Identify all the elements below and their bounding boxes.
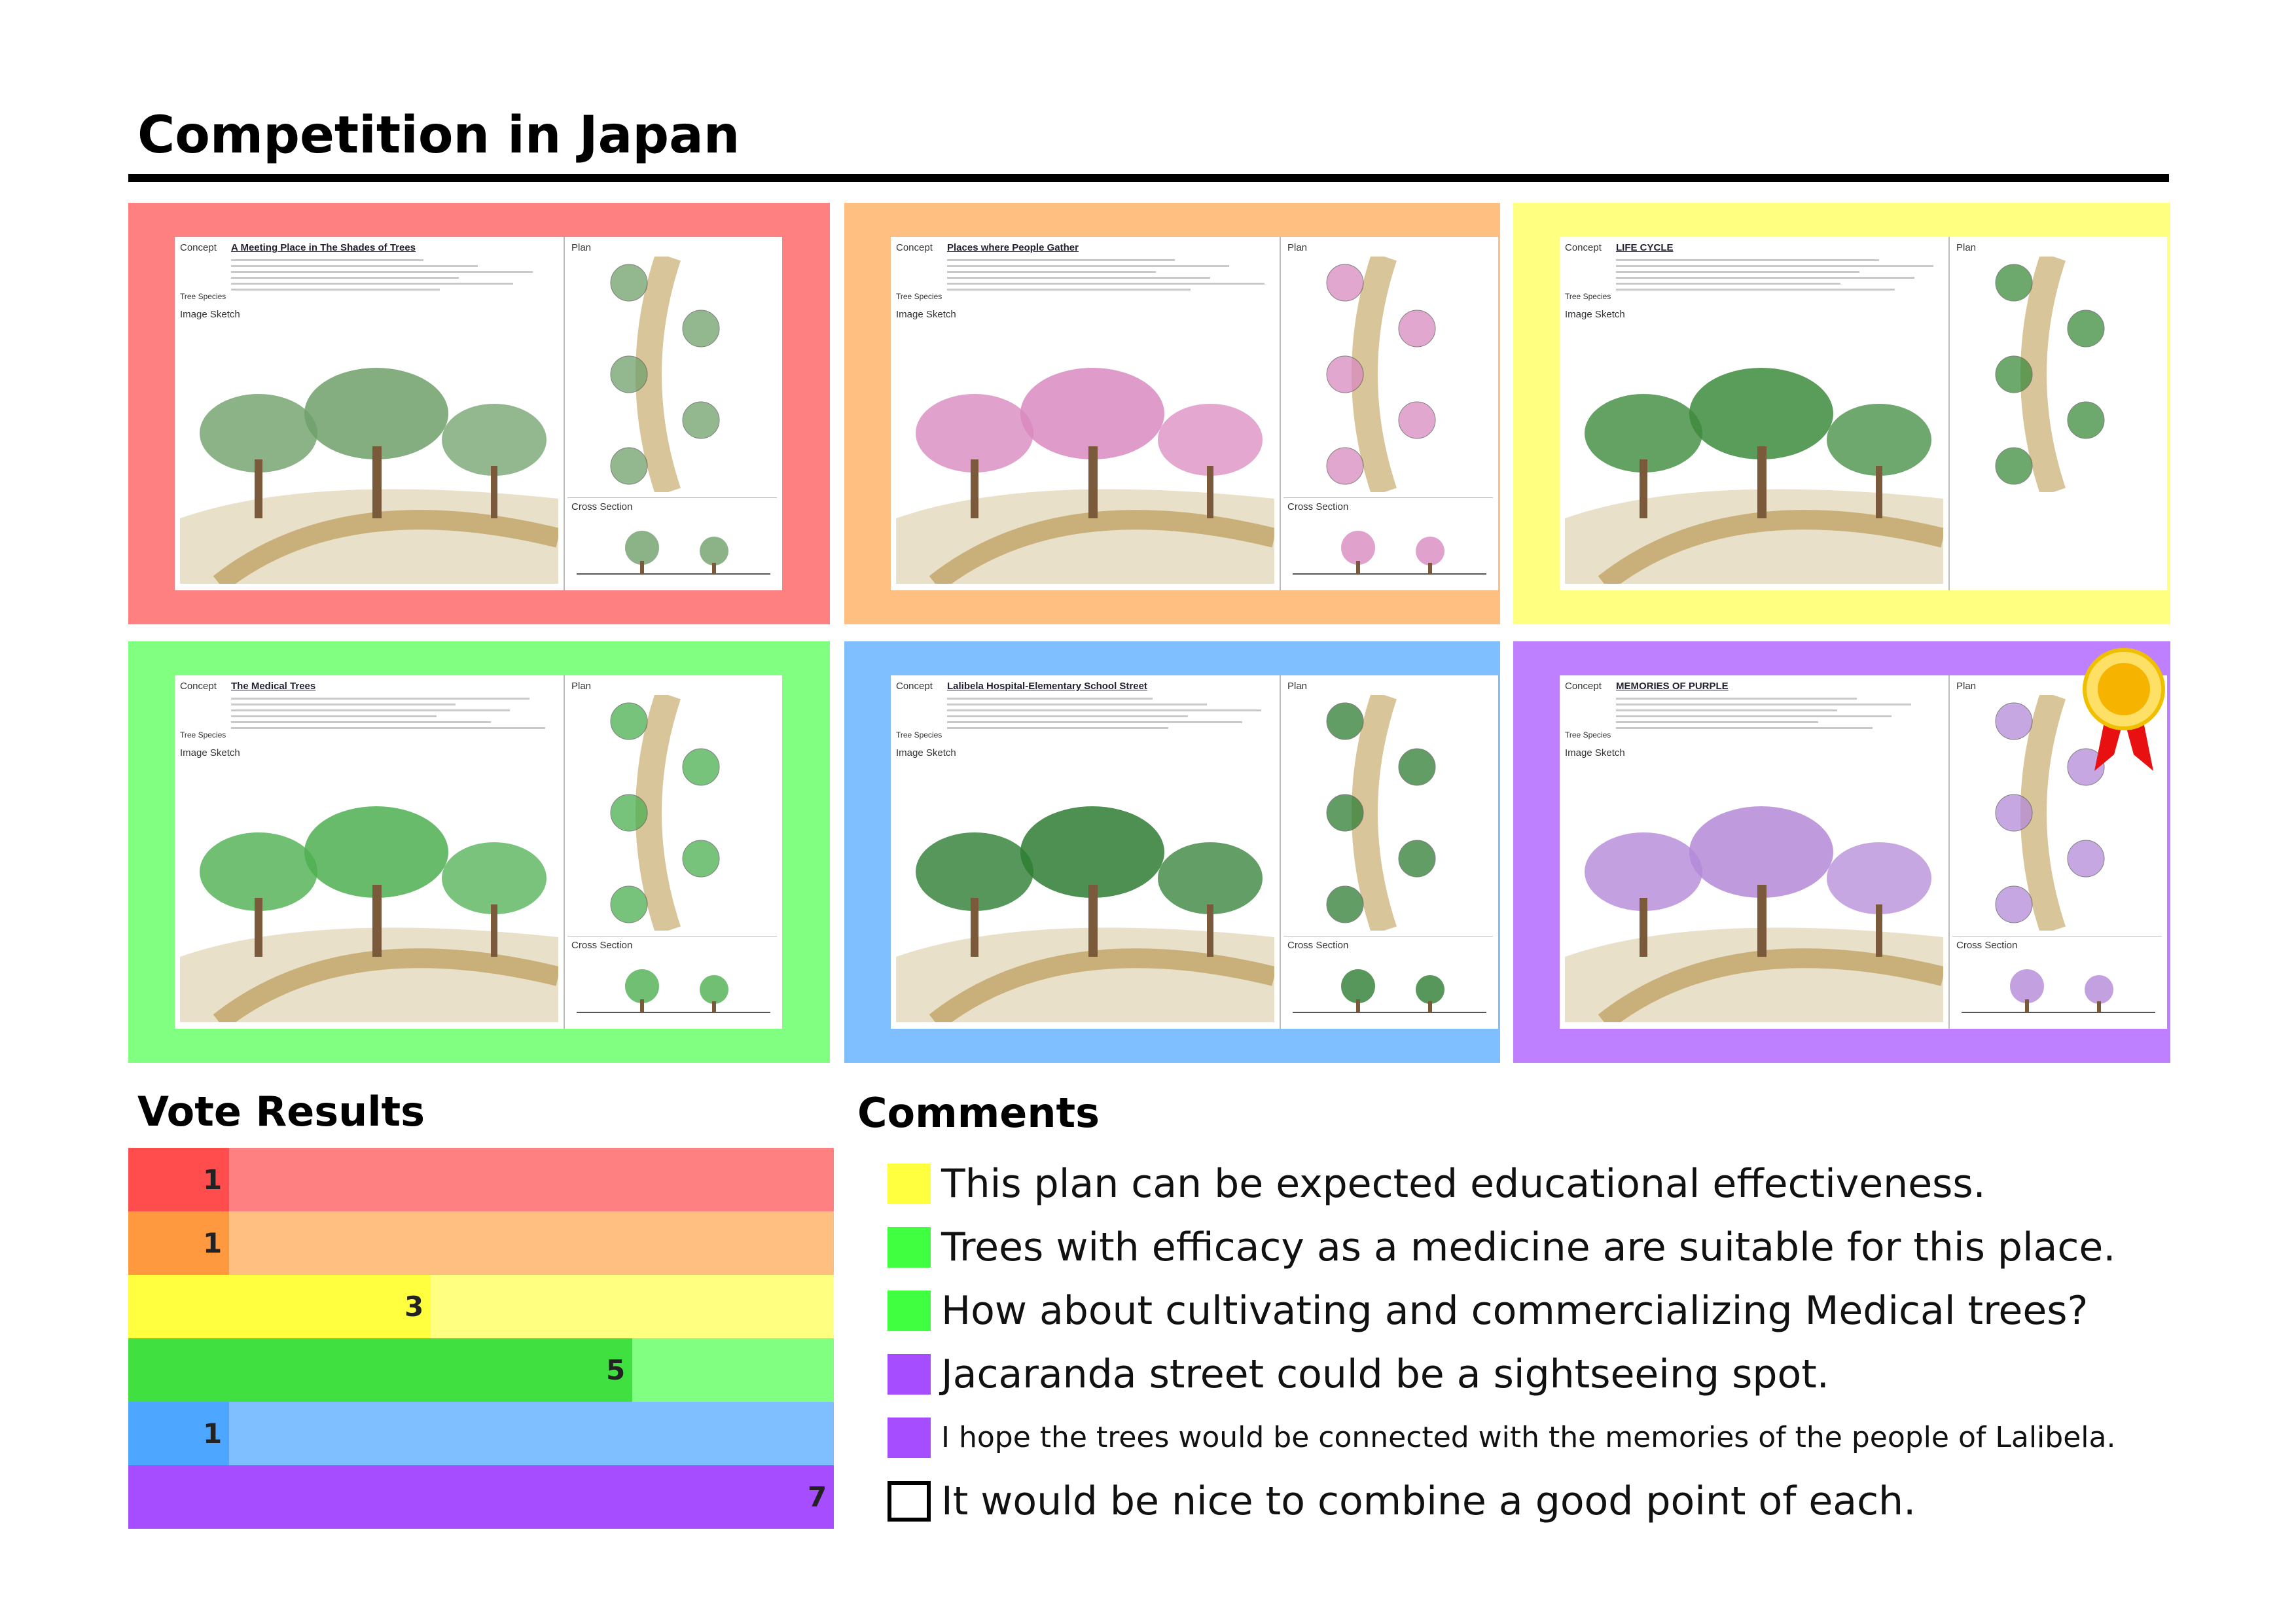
image-sketch-label: Image Sketch (180, 747, 240, 758)
comments-heading: Comments (857, 1089, 1100, 1137)
vote-bar (128, 1275, 431, 1338)
concept-description (231, 694, 552, 733)
sheet-hdivider (1283, 497, 1493, 498)
vote-bar-row (128, 1275, 834, 1338)
tree-species-label: Tree Species (180, 292, 226, 301)
image-sketch (180, 760, 558, 1022)
comment-text: Trees with efficacy as a medicine are suitable for this place. (941, 1224, 2116, 1270)
vote-bar (128, 1338, 632, 1402)
concept-label: Concept (1565, 681, 1602, 692)
comment-color-square (888, 1481, 931, 1522)
plan-label: Plan (1287, 242, 1308, 253)
vote-count-label: 3 (404, 1291, 424, 1323)
comment-color-square (888, 1164, 931, 1204)
comment-color-square (888, 1291, 931, 1331)
comment-text: This plan can be expected educational effectiveness. (941, 1160, 1986, 1207)
concept-title: LIFE CYCLE (1616, 242, 1674, 253)
cross-section-drawing (1286, 950, 1493, 1024)
comment-color-square (888, 1227, 931, 1268)
image-sketch (896, 760, 1274, 1022)
cross-section-label: Cross Section (571, 940, 633, 951)
design-sheet (175, 237, 782, 590)
design-sheet (175, 675, 782, 1029)
concept-description (947, 255, 1268, 294)
panel-life-cycle (1513, 203, 2170, 624)
comment-text: It would be nice to combine a good point of each. (941, 1478, 1916, 1524)
vote-results-heading: Vote Results (137, 1088, 425, 1135)
image-sketch (1565, 760, 1943, 1022)
tree-species-label: Tree Species (896, 730, 942, 740)
cross-section-drawing (570, 512, 777, 585)
concept-title: Places where People Gather (947, 242, 1079, 253)
plan-drawing (1286, 257, 1493, 492)
comment-text: How about cultivating and commercializing Medical trees? (941, 1287, 2089, 1334)
concept-description (1616, 255, 1937, 294)
cross-section-drawing (570, 950, 777, 1024)
sheet-divider (564, 675, 565, 1029)
cross-section-label: Cross Section (571, 501, 633, 512)
design-sheet (891, 237, 1498, 590)
plan-drawing (1955, 257, 2162, 492)
vote-bar-row (128, 1148, 834, 1211)
cross-section-drawing (1286, 512, 1493, 585)
image-sketch-label: Image Sketch (1565, 309, 1625, 320)
plan-drawing (1286, 695, 1493, 931)
design-sheet (1560, 237, 2167, 590)
concept-label: Concept (896, 242, 933, 253)
vote-count-label: 7 (808, 1481, 827, 1513)
comment-item (888, 1342, 2197, 1406)
concept-title: MEMORIES OF PURPLE (1616, 681, 1729, 692)
panel-school-street (844, 641, 1500, 1063)
image-sketch (1565, 322, 1943, 584)
vote-results-chart (128, 1148, 834, 1529)
tree-species-label: Tree Species (1565, 292, 1611, 301)
vote-bar-row (128, 1338, 834, 1402)
panel-memories-of-purple (1513, 641, 2170, 1063)
concept-title: A Meeting Place in The Shades of Trees (231, 242, 416, 253)
tree-species-label: Tree Species (1565, 730, 1611, 740)
plan-label: Plan (1956, 681, 1977, 692)
design-sheet (891, 675, 1498, 1029)
concept-description (947, 694, 1268, 733)
comments-list (888, 1152, 2197, 1533)
panel-people-gather (844, 203, 1500, 624)
image-sketch (896, 322, 1274, 584)
plan-drawing (570, 695, 777, 931)
cross-section-label: Cross Section (1287, 940, 1349, 951)
comment-text: Jacaranda street could be a sightseeing spot. (941, 1351, 1829, 1397)
image-sketch-label: Image Sketch (180, 309, 240, 320)
tree-species-label: Tree Species (180, 730, 226, 740)
vote-count-label: 5 (606, 1354, 626, 1386)
comment-color-square (888, 1354, 931, 1395)
panel-meeting-place (128, 203, 830, 624)
comment-color-square (888, 1418, 931, 1458)
vote-count-label: 1 (203, 1164, 223, 1196)
concept-description (1616, 694, 1937, 733)
image-sketch-label: Image Sketch (896, 309, 956, 320)
concept-description (231, 255, 552, 294)
cross-section-drawing (1955, 950, 2162, 1024)
concept-label: Concept (896, 681, 933, 692)
vote-bar (128, 1465, 834, 1529)
title-rule (128, 174, 2169, 182)
page-title: Competition in Japan (137, 106, 740, 165)
vote-bar-row (128, 1211, 834, 1275)
cross-section-label: Cross Section (1956, 940, 2018, 951)
comment-item (888, 1406, 2197, 1469)
concept-label: Concept (1565, 242, 1602, 253)
panel-medical-trees (128, 641, 830, 1063)
image-sketch-label: Image Sketch (1565, 747, 1625, 758)
sheet-divider (1280, 237, 1281, 590)
image-sketch (180, 322, 558, 584)
cross-section-label: Cross Section (1287, 501, 1349, 512)
sheet-divider (1948, 675, 1950, 1029)
tree-species-label: Tree Species (896, 292, 942, 301)
concept-title: Lalibela Hospital-Elementary School Street (947, 681, 1147, 692)
vote-bar-row (128, 1465, 834, 1529)
concept-title: The Medical Trees (231, 681, 316, 692)
plan-label: Plan (1956, 242, 1977, 253)
medal-icon (2081, 647, 2166, 777)
sheet-divider (1280, 675, 1281, 1029)
comment-item (888, 1279, 2197, 1342)
plan-label: Plan (571, 681, 592, 692)
concept-label: Concept (180, 242, 217, 253)
comment-item (888, 1215, 2197, 1279)
plan-label: Plan (1287, 681, 1308, 692)
plan-drawing (570, 257, 777, 492)
comment-item (888, 1469, 2197, 1533)
comment-item (888, 1152, 2197, 1215)
vote-count-label: 1 (203, 1227, 223, 1259)
image-sketch-label: Image Sketch (896, 747, 956, 758)
plan-label: Plan (571, 242, 592, 253)
sheet-divider (1948, 237, 1950, 590)
sheet-hdivider (567, 497, 777, 498)
vote-bar-row (128, 1402, 834, 1465)
vote-count-label: 1 (203, 1418, 223, 1450)
concept-label: Concept (180, 681, 217, 692)
sheet-divider (564, 237, 565, 590)
comment-text: I hope the trees would be connected with the memories of the people of Lalibela. (941, 1421, 2116, 1454)
design-sheet (1560, 675, 2167, 1029)
